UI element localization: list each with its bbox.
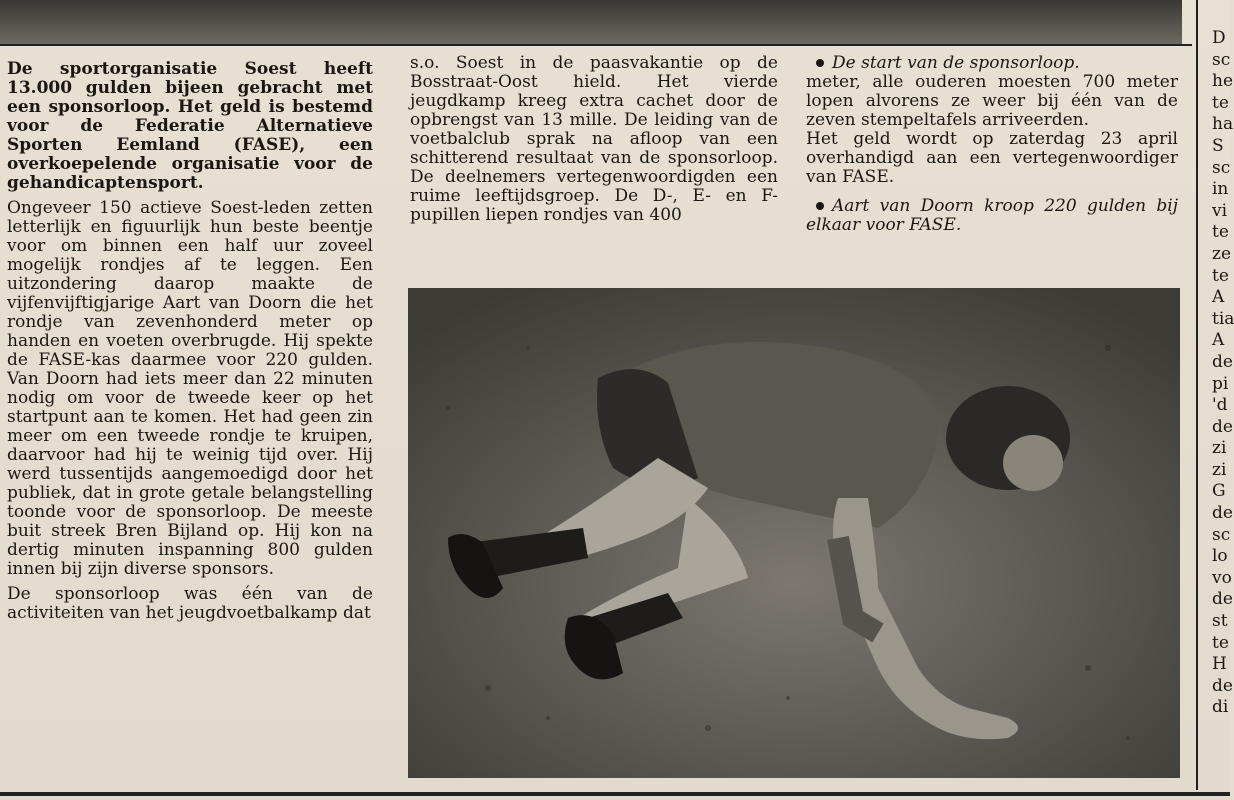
bullet-icon xyxy=(816,59,824,67)
column-4-line: vi xyxy=(1212,200,1228,221)
column-4-line: de xyxy=(1212,351,1233,372)
column-4-line: A xyxy=(1212,287,1225,308)
photo-caption-aart: Aart van Doorn kroop 220 gulden bij elkaar voor FASE. xyxy=(806,196,1178,235)
body-paragraph-1: Ongeveer 150 actieve Soest-leden zetten letterlijk en figuurlijk hun beste beentje voor om binnen een half uur zoveel mogelijk rondjes af te leggen. Een uitzondering daarop maakte de vijfenvijftigjarige Aart van Doorn die het rondje van zevenhonderd meter op handen en voeten overbrugde. Hij spekte de FASE-kas daarmee voor 220 gulden. Van Doorn had iets meer dan 22 minuten nodig om voor de tweede keer op het startpunt aan te komen. Het had geen zin meer om een tweede rondje te kruipen, daarvoor had hij te weinig tijd over. Hij werd tussentijds aangemoedigd door het publiek, dat in grote getale belangstelling toonde voor de sponsorloop. De meeste buit streek Bren Bijland op. Hij kon na dertig minuten inspanning 800 gulden innen bij zijn diverse sponsors. xyxy=(7,198,373,579)
lead-paragraph: De sportorganisatie Soest heeft 13.000 gulden bijeen gebracht met een sponsorloop. Het geld is bestemd voor de Federatie Alternatieve Sporten Eemland (FASE), een overkoepelende organisatie voor de gehandicaptensport. xyxy=(7,59,373,193)
column-4-line: ha xyxy=(1212,114,1234,135)
column-divider xyxy=(1196,0,1198,790)
column-4-line: in xyxy=(1212,179,1229,200)
column-1 xyxy=(7,60,373,629)
column-4-line: zi xyxy=(1212,459,1227,480)
column-4-line: he xyxy=(1212,71,1234,92)
column-3 xyxy=(806,54,1178,235)
column-4-line: sc xyxy=(1212,49,1231,70)
column-2 xyxy=(410,54,778,231)
column-4-line: A xyxy=(1212,330,1225,351)
column-4-line: de xyxy=(1212,503,1233,524)
photo-caption-start: De start van de sponsorloop. xyxy=(806,54,1178,73)
bullet-icon xyxy=(816,202,824,210)
column-4-line: lo xyxy=(1212,546,1228,567)
column-4-line: st xyxy=(1212,611,1228,632)
column-4-line: te xyxy=(1212,265,1229,286)
column-4-line: de xyxy=(1212,589,1233,610)
photo-crawling-man xyxy=(408,288,1180,778)
column-4-line: D xyxy=(1212,28,1226,48)
column-4-line: ze xyxy=(1212,243,1232,264)
column-4-line: S xyxy=(1212,135,1224,156)
column-4-line: zi xyxy=(1212,438,1227,459)
column-4-line: tia xyxy=(1212,308,1234,329)
column-4-line: sc xyxy=(1212,157,1231,178)
body-paragraph-3: s.o. Soest in de paasvakantie op de Bosstraat-Oost hield. Het vierde jeugdkamp kreeg extra cachet door de opbrengst van 13 mille. De leiding van de voetbalclub sprak na afloop van een schitterend resultaat van de sponsorloop. De deelnemers vertegenwoordigden een ruime leeftijdsgroep. De D-, E- en F-pupillen liepen rondjes van 400 xyxy=(410,53,778,225)
column-4-clipped xyxy=(1212,28,1234,788)
column-4-line: sc xyxy=(1212,524,1231,545)
photo-illustration xyxy=(408,288,1180,778)
column-4-line: te xyxy=(1212,92,1229,113)
column-4-line: te xyxy=(1212,222,1229,243)
column-4-line: de xyxy=(1212,675,1233,696)
body-paragraph-4: meter, alle ouderen moesten 700 meter lopen alvorens ze weer bij één van de zeven stempeltafels arriveerden. xyxy=(806,72,1178,130)
column-4-line: te xyxy=(1212,632,1229,653)
top-rule xyxy=(0,44,1192,46)
bottom-rule xyxy=(0,792,1230,796)
column-4-line: vo xyxy=(1212,567,1232,588)
column-4-line: 'd xyxy=(1212,395,1228,416)
column-4-line: di xyxy=(1212,697,1229,718)
column-4-line: pi xyxy=(1212,373,1229,394)
column-4-line: de xyxy=(1212,416,1233,437)
body-paragraph-5: Het geld wordt op zaterdag 23 april overhandigd aan een vertegenwoordiger van FASE. xyxy=(806,129,1178,187)
column-4-line: H xyxy=(1212,654,1227,675)
top-photo-strip xyxy=(0,0,1182,44)
column-4-line: G xyxy=(1212,481,1226,502)
body-paragraph-2: De sponsorloop was één van de activiteiten van het jeugdvoetbalkamp dat xyxy=(7,584,373,623)
